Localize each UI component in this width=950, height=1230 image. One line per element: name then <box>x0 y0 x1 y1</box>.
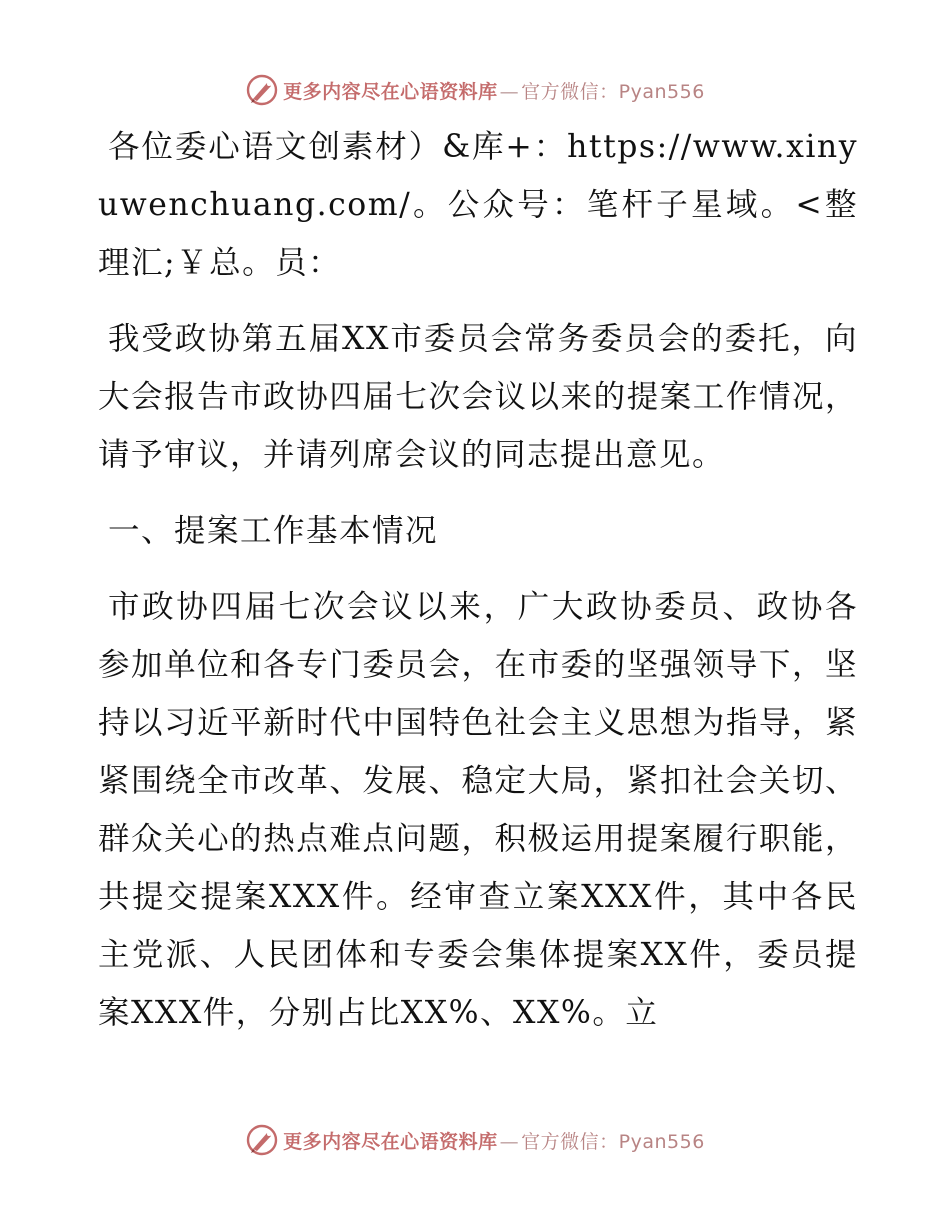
banner-site-text: 更多内容尽在心语资料库 <box>283 80 498 103</box>
header-banner <box>0 70 950 110</box>
banner-wechat-text: 官方微信：Pyan556 <box>521 80 705 103</box>
banner-separator: — <box>499 1130 520 1153</box>
banner-wechat-text: 官方微信：Pyan556 <box>521 1130 705 1153</box>
banner-text <box>283 1127 705 1154</box>
section-body-paragraph: 市政协四届七次会议以来，广大政协委员、政协各参加单位和各专门委员会，在市委的坚强领导下，坚持以习近平新时代中国特色社会主义思想为指导，紧紧围绕全市改革、发展、稳定大局，紧扣社会关切、群众关心的热点难点问题，积极运用提案履行职能，共提交提案XXX件。经审查立案XXX件，其中各民主党派、人民团体和专委会集体提案XX件，委员提案XXX件，分别占比XX%、XX%。立 <box>98 589 858 1031</box>
intro-paragraph: 各位委心语文创素材）&库+：https://www.xinyuwenchuang.com/。公众号：笔杆子星域。<整理汇;￥总。员： <box>98 129 858 281</box>
section-heading: 一、提案工作基本情况 <box>108 513 439 549</box>
pen-logo-icon <box>245 1123 279 1157</box>
report-opening-paragraph: 我受政协第五届XX市委员会常务委员会的委托，向大会报告市政协四届七次会议以来的提案工作情况，请予审议，并请列席会议的同志提出意见。 <box>98 321 858 473</box>
document-body <box>98 118 858 1060</box>
banner-site-text: 更多内容尽在心语资料库 <box>283 1130 498 1153</box>
footer-banner <box>0 1120 950 1160</box>
banner-separator: — <box>499 80 520 103</box>
pen-logo-icon <box>245 73 279 107</box>
banner-text <box>283 77 705 104</box>
